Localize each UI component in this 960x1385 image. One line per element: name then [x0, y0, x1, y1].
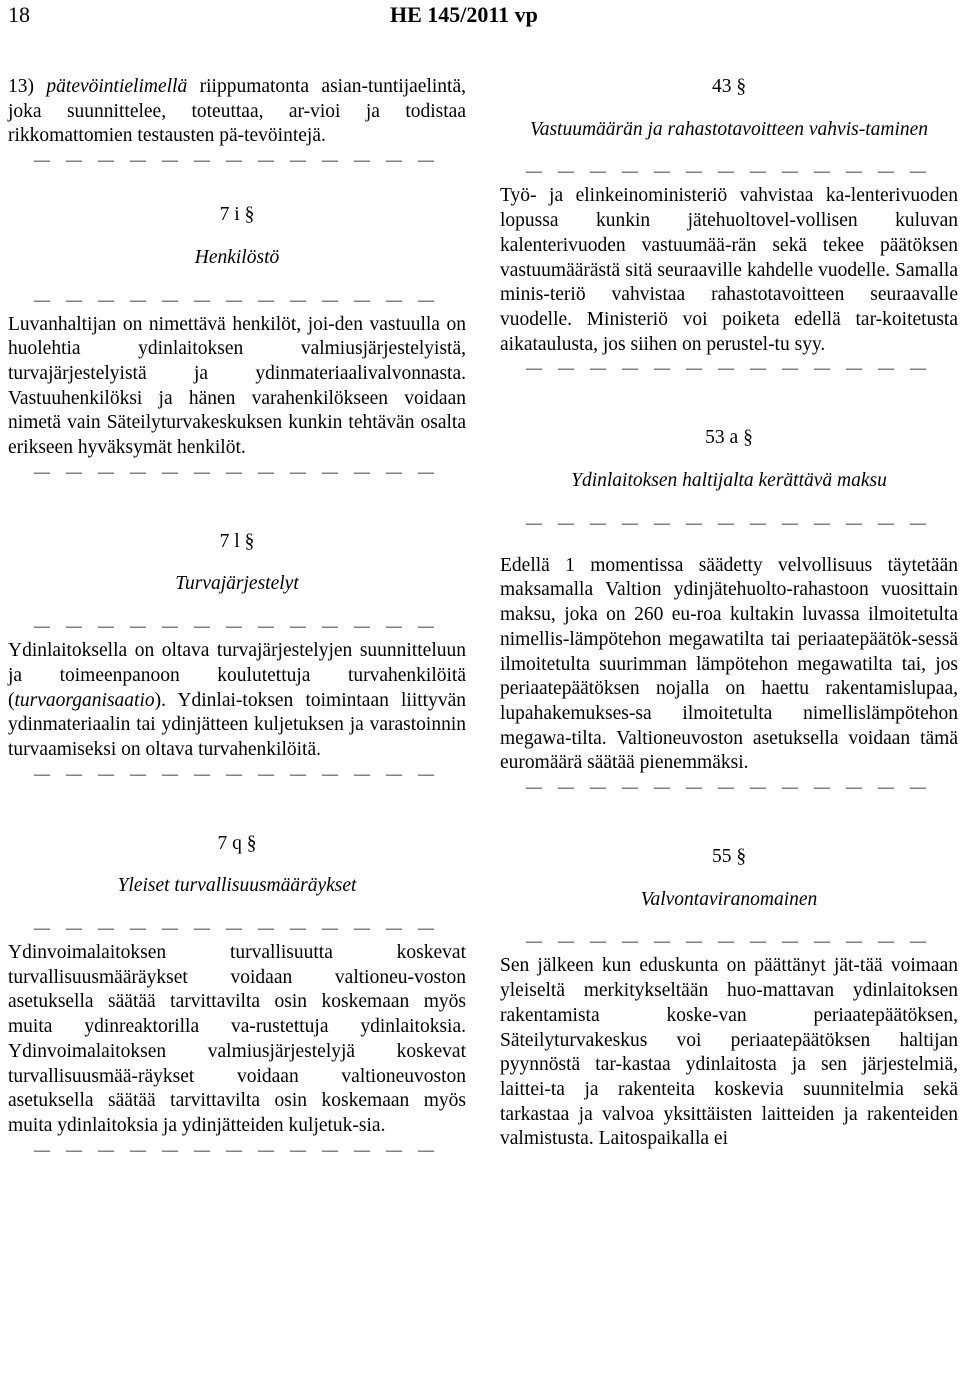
- section-7l-title: Turvajärjestelyt: [175, 573, 299, 595]
- page-number: 18: [8, 2, 30, 27]
- omission-line: — — — — — — — — — — — — —: [34, 618, 440, 636]
- right-column: [500, 75, 958, 1152]
- item-13-term: pätevöintielimellä: [46, 76, 188, 97]
- omission-line: — — — — — — — — — — — — —: [34, 920, 440, 938]
- section-7q-title: Yleiset turvallisuusmääräykset: [117, 875, 357, 897]
- omission-line: — — — — — — — — — — — — —: [526, 360, 932, 378]
- omission-line: — — — — — — — — — — — — —: [526, 163, 932, 181]
- section-7l-body: [8, 639, 466, 763]
- section-43-number: 43 §: [711, 76, 747, 97]
- section-7l-body-part1: Ydinlaitoksella on oltava turvajärjestelyjen suunnitteluun ja toimeenpanoon koulutettuja turvahenkilöitä (: [8, 640, 466, 711]
- section-7i-body: Luvanhaltijan on nimettävä henkilöt, joi-den vastuulla on huolehtia ydinlaitoksen valmiusjärjestelyistä, turvajärjestelyistä ja ydinmateriaalivalvonnasta. Vastuuhenkilöksi ja hänen varahenkilökseen voidaan nimetä vain Säteilyturvakeskuksen kunkin tehtävän osalta erikseen hyväksymät henkilöt.: [8, 313, 466, 459]
- section-53a-title: Ydinlaitoksen haltijalta kerättävä maksu: [571, 470, 887, 492]
- section-7l-body-part2: ). Ydinlai-toksen toimintaan liittyvän ydinmateriaalin tai ydinjätteen kuljetuksen ja varastoinnin turvaamiseksi on oltava turvahenkilöitä.: [8, 689, 466, 760]
- section-53a-body: Edellä 1 momentissa säädetty velvollisuus täytetään maksamalla Valtion ydinjätehuolto-rahastoon vuosittain maksu, joka on 260 eu-roa kultakin luvassa ilmoitetulta nimellis-lämpötehon megawatilta tai periaatepäätök-sessä ilmoitetulta suurimman lämpötehon megawatilta tai, jos periaatepäätöksen nojalla on haettu rakentamislupaa, lupahakemukses-sa ilmoitetulta nimellislämpötehon megawa-tilta. Valtioneuvoston asetuksella voidaan tämä euromäärä säätää pienemmäksi.: [500, 554, 958, 774]
- omission-line: — — — — — — — — — — — — —: [34, 152, 440, 170]
- section-7l-body-term: turvaorganisaatio: [14, 689, 155, 711]
- left-column: [8, 75, 466, 1163]
- section-43-body: Työ- ja elinkeinoministeriö vahvistaa ka-lenterivuoden lopussa kunkin jätehuoltovel-vollisen kuluvan kalenterivuoden vastuumää-rän sekä tekee päätöksen vastuumäärästä sitä seuraaville kahdelle vuodelle. Samalla minis-teriö vahvistaa rahastotavoitteen seuraavalle vuodelle. Ministeriö voi poiketa edellä tar-koitetusta aikataulusta, jos siihen on perustel-tu syy.: [500, 185, 958, 355]
- section-7i-title: Henkilöstö: [194, 246, 280, 268]
- section-55-number: 55 §: [711, 846, 747, 868]
- item-13-text: riippumatonta asian-tuntijaelintä, joka suunnittelee, toteuttaa, ar-vioi ja todistaa rikkomattomien testausten pä-tevöintejä.: [8, 76, 466, 147]
- section-7q-body: Ydinvoimalaitoksen turvallisuutta koskevat turvallisuusmääräykset voidaan valtioneu-voston asetuksella säätää tarvittavilta osin koskemaan myös muita ydinreaktorilla va-rustettuja ydinlaitoksia. Ydinvoimalaitoksen valmiusjärjestelyjä koskevat turvallisuusmää-räykset voidaan valtioneuvoston asetuksella säätää tarvittavilta osin koskemaan myös muita ydinlaitoksia ja ydinjätteiden kuljetuk-sia.: [8, 942, 466, 1136]
- section-55-body: Sen jälkeen kun eduskunta on päättänyt jät-tää voimaan yleiseltä merkitykseltään huo-mattavan ydinlaitoksen rakentamista koske-van periaatepäätöksen, Säteilyturvakeskus voi periaatepäätöksen haltijan pyynnöstä tar-kastaa ydinlaitosta ja sen järjestelmiä, laittei-ta ja rakenteita koskevia suunnitelmia sekä tarkastaa ja valvoa yksittäisten laitteiden ja rakenteiden valmistusta. Laitospaikalla ei: [500, 955, 958, 1150]
- omission-line: — — — — — — — — — — — — —: [526, 933, 932, 951]
- document-id: HE 145/2011 vp: [390, 2, 538, 27]
- omission-line: — — — — — — — — — — — — —: [34, 291, 440, 309]
- omission-line: — — — — — — — — — — — — —: [34, 1141, 440, 1159]
- section-53a-number: 53 a §: [705, 427, 753, 449]
- section-55-title: Valvontaviranomainen: [640, 888, 818, 910]
- item-13: [8, 75, 466, 149]
- omission-line: — — — — — — — — — — — — —: [526, 779, 932, 797]
- section-7i-number: 7 i §: [219, 204, 255, 226]
- omission-line: — — — — — — — — — — — — —: [34, 463, 440, 481]
- section-7l-number: 7 l §: [219, 530, 255, 552]
- section-7q-number: 7 q §: [217, 832, 257, 854]
- omission-line: — — — — — — — — — — — — —: [526, 514, 932, 532]
- item-13-number: 13): [8, 76, 47, 97]
- section-43-title: Vastuumäärän ja rahastotavoitteen vahvis-taminen: [529, 118, 929, 140]
- omission-line: — — — — — — — — — — — — —: [34, 765, 440, 783]
